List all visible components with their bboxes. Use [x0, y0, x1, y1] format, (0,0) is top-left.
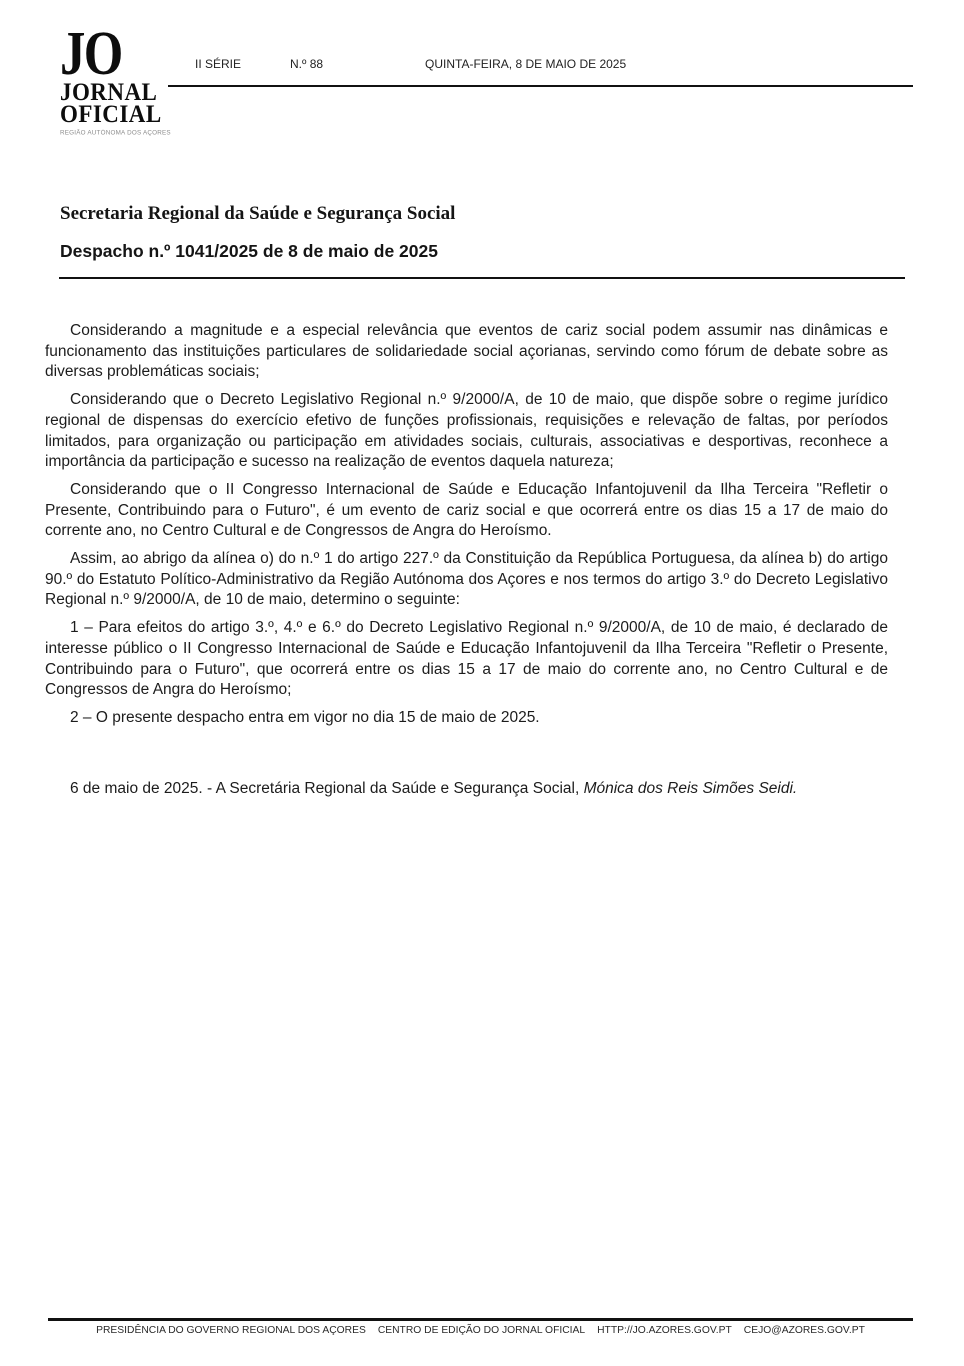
signature-prefix: 6 de maio de 2025. - A Secretária Regional da Saúde e Segurança Social,	[70, 779, 584, 797]
paragraph: Considerando que o II Congresso Internacional de Saúde e Educação Infantojuvenil da Ilha Terceira "Refletir o Presente, Contribuindo para o Futuro", é um evento de cariz social e que ocorrerá entre os dias 15 a 17 de maio do corrente ano, no Centro Cultural e de Congressos de Angra do Heroísmo.	[45, 480, 888, 540]
series-label: II SÉRIE	[195, 57, 242, 71]
page-footer	[48, 1318, 913, 1336]
logo-word-jornal: JORNAL	[60, 79, 158, 106]
footer-email: CEJO@AZORES.GOV.PT	[743, 1325, 865, 1336]
issue-date: QUINTA-FEIRA, 8 DE MAIO DE 2025	[425, 57, 627, 71]
signature-line	[45, 779, 888, 800]
issue-number: N.º 88	[290, 57, 324, 71]
footer-edition-center: CENTRO DE EDIÇÃO DO JORNAL OFICIAL	[377, 1325, 586, 1336]
paragraph-item-2: 2 – O presente despacho entra em vigor no dia 15 de maio de 2025.	[70, 708, 540, 726]
signatory-name: Mónica dos Reis Simões Seidi.	[583, 779, 798, 797]
title-rule	[59, 277, 905, 279]
footer-text-row	[48, 1325, 913, 1336]
document-title: Despacho n.º 1041/2025 de 8 de maio de 2025	[60, 241, 438, 261]
footer-government: PRESIDÊNCIA DO GOVERNO REGIONAL DOS AÇORES	[96, 1325, 366, 1336]
masthead-rule	[168, 85, 913, 87]
logo-word-oficial: OFICIAL	[60, 101, 162, 128]
paragraph-item-1: 1 – Para efeitos do artigo 3.º, 4.º e 6.º do Decreto Legislativo Regional n.º 9/2000/A, de 10 de maio, é declarado de interesse público o II Congresso Internacional de Saúde e Educação Infantojuvenil da Ilha Terceira "Refletir o Presente, Contribuindo para o Futuro", que ocorrerá entre os dias 15 a 17 de maio do corrente ano, no Centro Cultural e de Congressos de Angra do Heroísmo;	[45, 619, 888, 699]
footer-rule	[48, 1318, 913, 1321]
jornal-oficial-logo	[60, 20, 180, 139]
footer-website: HTTP://JO.AZORES.GOV.PT	[597, 1325, 732, 1336]
logo-initials: JO	[60, 20, 122, 88]
paragraph: Assim, ao abrigo da alínea o) do n.º 1 do artigo 227.º da Constituição da República Portuguesa, da alínea b) do artigo 90.º do Estatuto Político-Administrativo da Região Autónoma dos Açores e nos termos do artigo 3.º do Decreto Legislativo Regional n.º 9/2000/A, de 10 de maio, determino o seguinte:	[45, 550, 888, 609]
logo-caption: REGIÃO AUTÓNOMA DOS AÇORES	[60, 129, 171, 136]
document-body	[45, 321, 888, 806]
department-title: Secretaria Regional da Saúde e Segurança Social	[60, 203, 456, 224]
paragraph: Considerando a magnitude e a especial relevância que eventos de cariz social podem assumir nas dinâmicas e funcionamento das instituições particulares de solidariedade social açorianas, servindo como fórum de debate sobre as diversas problemáticas sociais;	[45, 322, 888, 381]
paragraph: Considerando que o Decreto Legislativo Regional n.º 9/2000/A, de 10 de maio, que dispõe sobre o regime jurídico regional de dispensas do exercício efetivo de funções profissionais, requisições e relevação de faltas, por períodos limitados, para organização ou participação em atividades sociais, culturais, associativas e desportivas, reconhece a importância da participação e sucesso na realização de eventos daquela natureza;	[45, 391, 888, 471]
masthead	[0, 0, 964, 150]
